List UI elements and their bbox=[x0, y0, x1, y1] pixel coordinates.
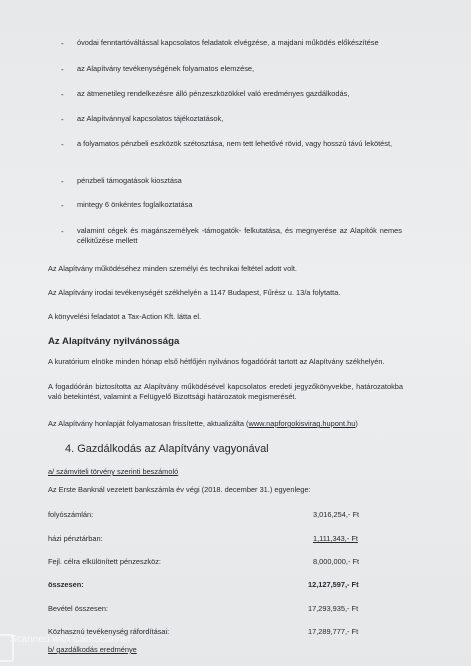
paragraph bbox=[48, 419, 358, 429]
subsection-heading: b/ gazdálkodás eredménye bbox=[48, 645, 137, 654]
bullet-marker: - bbox=[61, 140, 64, 149]
row-label: összesen: bbox=[48, 580, 84, 589]
bullet-marker: - bbox=[61, 115, 64, 124]
row-value: 12,127,597,- Ft bbox=[308, 580, 359, 589]
section-heading: 4. Gazdálkodás az Alapítvány vagyonával bbox=[65, 443, 269, 455]
list-item: mintegy 6 önkéntes foglalkoztatása bbox=[77, 200, 193, 209]
subsection-heading: a/ számviteli törvény szerinti beszámoló bbox=[48, 467, 179, 476]
row-value: 17,289,777,- Ft bbox=[308, 627, 359, 636]
website-link[interactable]: www.napforgokisvirag.hupont.hu bbox=[248, 419, 356, 428]
paragraph-text: Az Alapítvány honlapját folyamatosan frissítette, aktualizálta ( bbox=[48, 419, 249, 428]
bullet-marker: - bbox=[61, 39, 64, 48]
paragraph: Az Erste Banknál vezetett bankszámla év végi (2018. december 31.) egyenlege: bbox=[48, 485, 311, 494]
list-item: az Alapítvány tevékenységének folyamatos elemzése, bbox=[77, 64, 255, 73]
list-item: óvodai fenntartóváltással kapcsolatos feladatok elvégzése, a majdani működés előkészítése bbox=[77, 38, 379, 47]
bullet-marker: - bbox=[61, 227, 64, 236]
paragraph: A könyvelési feladatot a Tax-Action Kft. látta el. bbox=[48, 312, 202, 321]
bullet-marker: - bbox=[61, 90, 64, 99]
row-value: 17,293,935,- Ft bbox=[308, 604, 359, 613]
paragraph-text: ) bbox=[355, 419, 358, 428]
paragraph: A fogadóórán biztosította az Alapítvány működésével kapcsolatos eredeti jegyzőkönyvekbe, határozatokba való betekintést, valamint a Felügyelő Bizottsági határozatok megismerését. bbox=[48, 382, 403, 401]
row-label: házi pénztárban: bbox=[48, 534, 103, 543]
list-item: pénzbeli támogatások kiosztása bbox=[77, 176, 182, 185]
row-label: Fejl. célra elkülönített pénzeszköz: bbox=[48, 557, 161, 566]
list-item: valamint cégek és magánszemélyek -támogatók- felkutatása, és megnyerése az Alapítók nemes célkitűzése mellett bbox=[77, 226, 402, 245]
list-item: a folyamatos pénzbeli eszközök szétosztása, nem tett lehetővé rövid, vagy hosszú távú lekötést, bbox=[77, 139, 393, 148]
row-label: folyószámlán: bbox=[48, 510, 94, 519]
bullet-marker: - bbox=[61, 201, 64, 210]
list-item: az átmenetileg rendelkezésre álló pénzeszközökkel való eredményes gazdálkodás, bbox=[77, 89, 350, 98]
row-label: Közhasznú tevékenység ráfordításai: bbox=[48, 627, 170, 636]
paragraph: A kuratórium elnöke minden hónap első hétfőjén nyilvános fogadóórát tartott az Alapítvány székhelyén. bbox=[48, 357, 385, 366]
list-item: az Alapítvánnyal kapcsolatos tájékoztatások, bbox=[77, 114, 224, 123]
paragraph: Az Alapítvány működéséhez minden személyi és technikai feltétel adott volt. bbox=[48, 264, 297, 273]
row-value: 3,016,254,- Ft bbox=[313, 510, 360, 519]
row-value: 8,000,000,- Ft bbox=[313, 557, 360, 566]
row-value: 1,111,343,- Ft bbox=[313, 534, 358, 543]
row-label: Bevétel összesen: bbox=[48, 604, 108, 613]
paragraph: Az Alapítvány irodai tevékenységét székhelyén a 1147 Budapest, Fűrész u. 13/a folytatta. bbox=[48, 288, 341, 297]
section-heading: Az Alapítvány nyilvánossága bbox=[48, 336, 180, 347]
bullet-marker: - bbox=[61, 177, 64, 186]
bullet-marker: - bbox=[61, 65, 64, 74]
watermark: Scanned with CamScanner bbox=[10, 634, 132, 645]
